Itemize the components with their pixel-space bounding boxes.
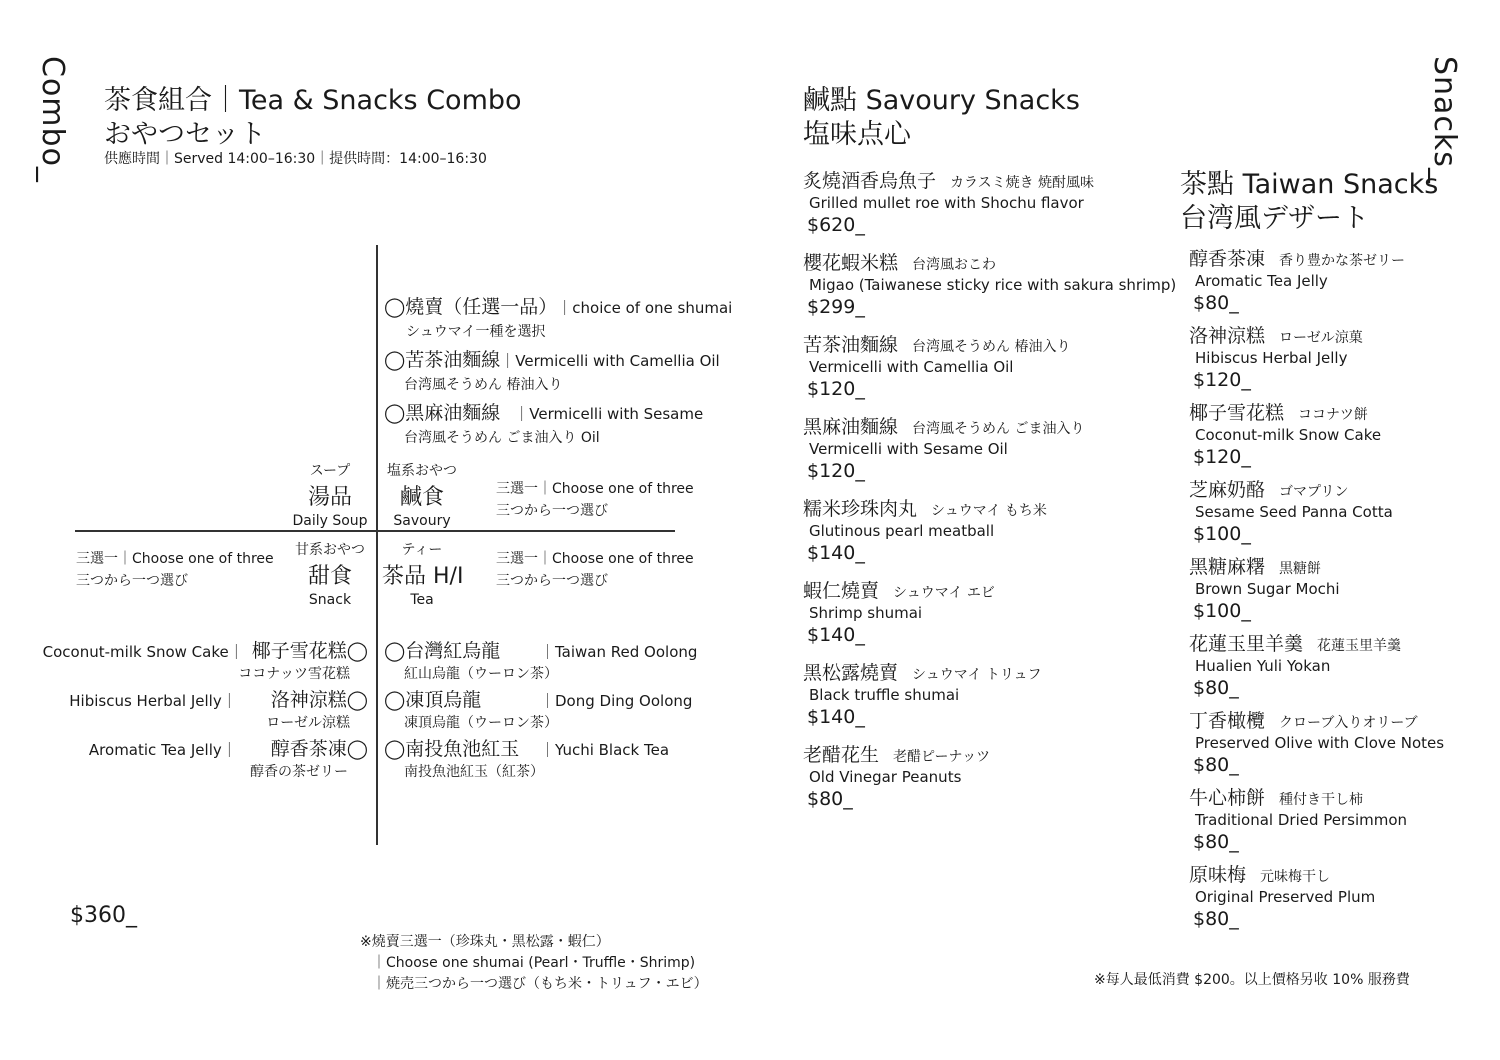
option-jp: 台湾風そうめん ごま油入り Oil [404, 430, 600, 446]
item-name: 黑麻油麵線 [803, 416, 899, 438]
option-name: 椰子雪花糕◯ [251, 640, 368, 662]
item-jp: 黒糖餅 [1279, 561, 1322, 577]
option-jp: ローゼル涼糕 [266, 715, 350, 731]
item-en: Black truffle shumai [809, 686, 960, 704]
choose-line-jp: 三つから一つ選び [496, 503, 608, 519]
soup-zh: 湯品 [307, 485, 352, 510]
tea-zh: 茶品 H/I [382, 564, 464, 589]
option-en: ｜choice of one shumai [557, 299, 733, 317]
item-name: 椰子雪花糕 [1189, 402, 1285, 424]
option-jp: 紅山烏龍（ウーロン茶） [404, 666, 558, 682]
soup-en: Daily Soup [292, 513, 368, 529]
savoury-snacks-title: 鹹點 Savoury Snacks [803, 85, 1080, 116]
menu-item[interactable] [803, 494, 1047, 564]
item-price: $140_ [807, 542, 865, 564]
snack-choose [76, 548, 274, 590]
menu-item[interactable] [803, 576, 995, 646]
savoury-jp: 塩系おやつ [387, 463, 457, 479]
choose-line: 三選一｜Choose one of three [496, 551, 694, 567]
combo-note: ｜Choose one shumai (Pearl・Truffle・Shrimp) [372, 955, 696, 971]
option-jp: 南投魚池紅玉（紅茶） [404, 764, 544, 780]
item-name: 蝦仁燒賣 [803, 580, 880, 602]
item-en: Brown Sugar Mochi [1195, 580, 1340, 598]
savoury-option[interactable] [384, 292, 732, 341]
savoury-choose [496, 478, 694, 520]
option-jp: ココナッツ雪花糕 [238, 666, 350, 682]
combo-note: ※燒賣三選一（珍珠丸・黑松露・蝦仁） [360, 934, 610, 950]
item-price: $299_ [807, 296, 865, 318]
item-jp: 種付き干し柿 [1279, 792, 1364, 808]
item-price: $80_ [1193, 831, 1239, 853]
snack-option[interactable] [40, 734, 368, 781]
option-jp: 台湾風そうめん 椿油入り [404, 377, 563, 393]
savoury-en: Savoury [393, 513, 451, 529]
item-price: $120_ [1193, 369, 1251, 391]
choose-line-jp: 三つから一つ選び [76, 573, 188, 589]
menu-item[interactable] [803, 658, 1042, 728]
menu-item[interactable] [1189, 321, 1363, 391]
item-en: Shrimp shumai [809, 604, 923, 622]
item-price: $120_ [1193, 446, 1251, 468]
item-price: $140_ [807, 624, 865, 646]
item-name: 黑糖麻糬 [1189, 556, 1266, 578]
menu-item[interactable] [1189, 398, 1381, 468]
item-jp: 元味梅干し [1260, 869, 1331, 885]
item-name: 芝麻奶酪 [1189, 479, 1266, 501]
item-jp: 香り豊かな茶ゼリー [1279, 253, 1406, 269]
option-en: ｜Yuchi Black Tea [540, 741, 670, 759]
item-en: Coconut-milk Snow Cake [1195, 426, 1382, 444]
item-jp: 花蓮玉里羊羹 [1317, 638, 1402, 654]
option-name: ◯台灣紅烏龍 [384, 640, 501, 662]
menu-item[interactable] [1189, 244, 1405, 314]
option-en: ｜Taiwan Red Oolong [540, 643, 698, 661]
menu-item[interactable] [1189, 860, 1375, 930]
item-en: Old Vinegar Peanuts [809, 768, 962, 786]
item-jp: 台湾風そうめん 椿油入り [912, 339, 1071, 355]
item-price: $80_ [1193, 292, 1239, 314]
item-name: 苦茶油麵線 [803, 334, 899, 356]
snack-en: Snack [308, 592, 352, 608]
item-price: $100_ [1193, 523, 1251, 545]
combo-note: ｜焼売三つから一つ選び（もち米・トリュフ・エビ） [372, 976, 708, 992]
menu-item[interactable] [803, 330, 1070, 400]
combo-hours: 供應時間｜Served 14:00–16:30｜提供時間：14:00–16:30 [104, 151, 487, 167]
option-en: ｜Vermicelli with Camellia Oil [500, 352, 720, 370]
menu-item[interactable] [803, 412, 1084, 482]
item-en: Traditional Dried Persimmon [1195, 811, 1408, 829]
item-price: $120_ [807, 378, 865, 400]
option-name: ◯凍頂烏龍 [384, 689, 482, 711]
savoury-option[interactable] [384, 398, 703, 447]
combo-price: $360_ [70, 903, 137, 928]
option-jp: 醇香の茶ゼリー [250, 764, 348, 780]
option-name: ◯苦茶油麵線 [384, 349, 501, 371]
item-name: 櫻花蝦米糕 [803, 252, 899, 274]
menu-item[interactable] [1189, 783, 1407, 853]
option-en: ｜Vermicelli with Sesame [514, 405, 704, 423]
item-price: $140_ [807, 706, 865, 728]
item-jp: ゴマプリン [1279, 484, 1349, 500]
item-name: 黑松露燒賣 [803, 662, 899, 684]
item-jp: シュウマイ もち米 [931, 503, 1047, 519]
divider-vertical [376, 245, 378, 845]
option-name: ◯燒賣（任選一品） [384, 296, 558, 318]
item-jp: ココナツ餅 [1298, 407, 1368, 423]
item-name: 洛神涼糕 [1189, 325, 1266, 347]
taiwan-snacks-title-jp: 台湾風デザート [1180, 203, 1369, 234]
option-name: 洛神涼糕◯ [270, 689, 368, 711]
item-name: 丁香橄欖 [1189, 710, 1266, 732]
item-en: Glutinous pearl meatball [809, 522, 995, 540]
item-jp: 台湾風そうめん ごま油入り [912, 421, 1085, 437]
menu-item[interactable] [803, 166, 1094, 236]
tea-option[interactable] [384, 734, 669, 781]
item-jp: シュウマイ エビ [893, 585, 995, 601]
item-price: $120_ [807, 460, 865, 482]
item-en: Sesame Seed Panna Cotta [1195, 503, 1393, 521]
item-en: Preserved Olive with Clove Notes [1195, 734, 1445, 752]
option-en: Coconut-milk Snow Cake｜ [42, 643, 244, 661]
divider-horizontal [75, 530, 675, 532]
item-jp: 台湾風おこわ [912, 257, 997, 273]
item-name: 原味梅 [1189, 864, 1247, 886]
choose-line-jp: 三つから一つ選び [496, 573, 608, 589]
soup-block [286, 460, 374, 529]
option-name: 醇香茶凍◯ [270, 738, 368, 760]
snack-jp: 甘系おやつ [295, 542, 365, 558]
item-price: $80_ [807, 788, 853, 810]
tea-en: Tea [410, 592, 434, 608]
snack-zh: 甜食 [307, 564, 352, 589]
footer-note: ※每人最低消費 $200。以上價格另收 10% 服務費 [1094, 972, 1410, 988]
item-price: $100_ [1193, 600, 1251, 622]
option-name: ◯黑麻油麵線 [384, 402, 501, 424]
side-label-snacks: Snacks_ [1427, 56, 1462, 184]
option-en: ｜Dong Ding Oolong [540, 692, 693, 710]
item-jp: 老醋ピーナッツ [893, 749, 991, 765]
combo-title: 茶食組合｜Tea & Snacks Combo [104, 85, 522, 116]
menu-item[interactable] [1189, 706, 1444, 776]
option-en: Aromatic Tea Jelly｜ [88, 741, 237, 759]
item-en: Migao (Taiwanese sticky rice with sakura shrimp) [809, 276, 1177, 294]
option-jp: シュウマイ一種を選択 [406, 324, 546, 340]
item-en: Hualien Yuli Yokan [1195, 657, 1331, 675]
item-en: Original Preserved Plum [1195, 888, 1376, 906]
item-jp: シュウマイ トリュフ [912, 667, 1042, 683]
savoury-option[interactable] [384, 345, 720, 394]
taiwan-snacks-title: 茶點 Taiwan Snacks [1180, 169, 1439, 200]
item-price: $80_ [1193, 677, 1239, 699]
item-en: Aromatic Tea Jelly [1195, 272, 1328, 290]
soup-jp: スープ [309, 463, 351, 479]
item-jp: ローゼル涼菓 [1279, 330, 1363, 346]
tea-jp: ティー [401, 542, 443, 558]
tea-option[interactable] [384, 636, 697, 683]
snack-option[interactable] [40, 685, 368, 732]
tea-block [382, 539, 462, 608]
side-label-combo: Combo_ [35, 56, 70, 183]
choose-line: 三選一｜Choose one of three [76, 551, 274, 567]
choose-line: 三選一｜Choose one of three [496, 481, 694, 497]
savoury-zh: 鹹食 [399, 485, 444, 510]
item-en: Hibiscus Herbal Jelly [1195, 349, 1348, 367]
item-name: 牛心柿餅 [1189, 787, 1266, 809]
savoury-snacks-title-jp: 塩味点心 [803, 119, 911, 150]
snack-block [286, 539, 374, 608]
tea-option[interactable] [384, 685, 692, 732]
item-name: 炙燒酒香烏魚子 [803, 170, 937, 192]
item-price: $80_ [1193, 754, 1239, 776]
option-jp: 凍頂烏龍（ウーロン茶） [404, 715, 558, 731]
menu-item[interactable] [803, 248, 1176, 318]
item-price: $80_ [1193, 908, 1239, 930]
menu-item[interactable] [1189, 475, 1393, 545]
item-name: 老醋花生 [803, 744, 880, 766]
item-en: Vermicelli with Camellia Oil [809, 358, 1014, 376]
item-jp: カラスミ焼き 焼酎風味 [950, 175, 1095, 191]
combo-title-jp: おやつセット [104, 119, 266, 150]
item-name: 花蓮玉里羊羹 [1189, 633, 1304, 655]
item-en: Vermicelli with Sesame Oil [809, 440, 1008, 458]
item-name: 糯米珍珠肉丸 [803, 498, 918, 520]
item-jp: クローブ入りオリーブ [1279, 715, 1418, 731]
snack-option[interactable] [40, 636, 368, 683]
option-en: Hibiscus Herbal Jelly｜ [69, 692, 237, 710]
menu-item[interactable] [1189, 552, 1340, 622]
item-en: Grilled mullet roe with Shochu flavor [809, 194, 1084, 212]
item-price: $620_ [807, 214, 865, 236]
option-name: ◯南投魚池紅玉 [384, 738, 520, 760]
item-name: 醇香茶凍 [1189, 248, 1266, 270]
menu-item[interactable] [803, 740, 990, 810]
savoury-block [382, 460, 462, 529]
tea-choose [496, 548, 694, 590]
menu-item[interactable] [1189, 629, 1401, 699]
